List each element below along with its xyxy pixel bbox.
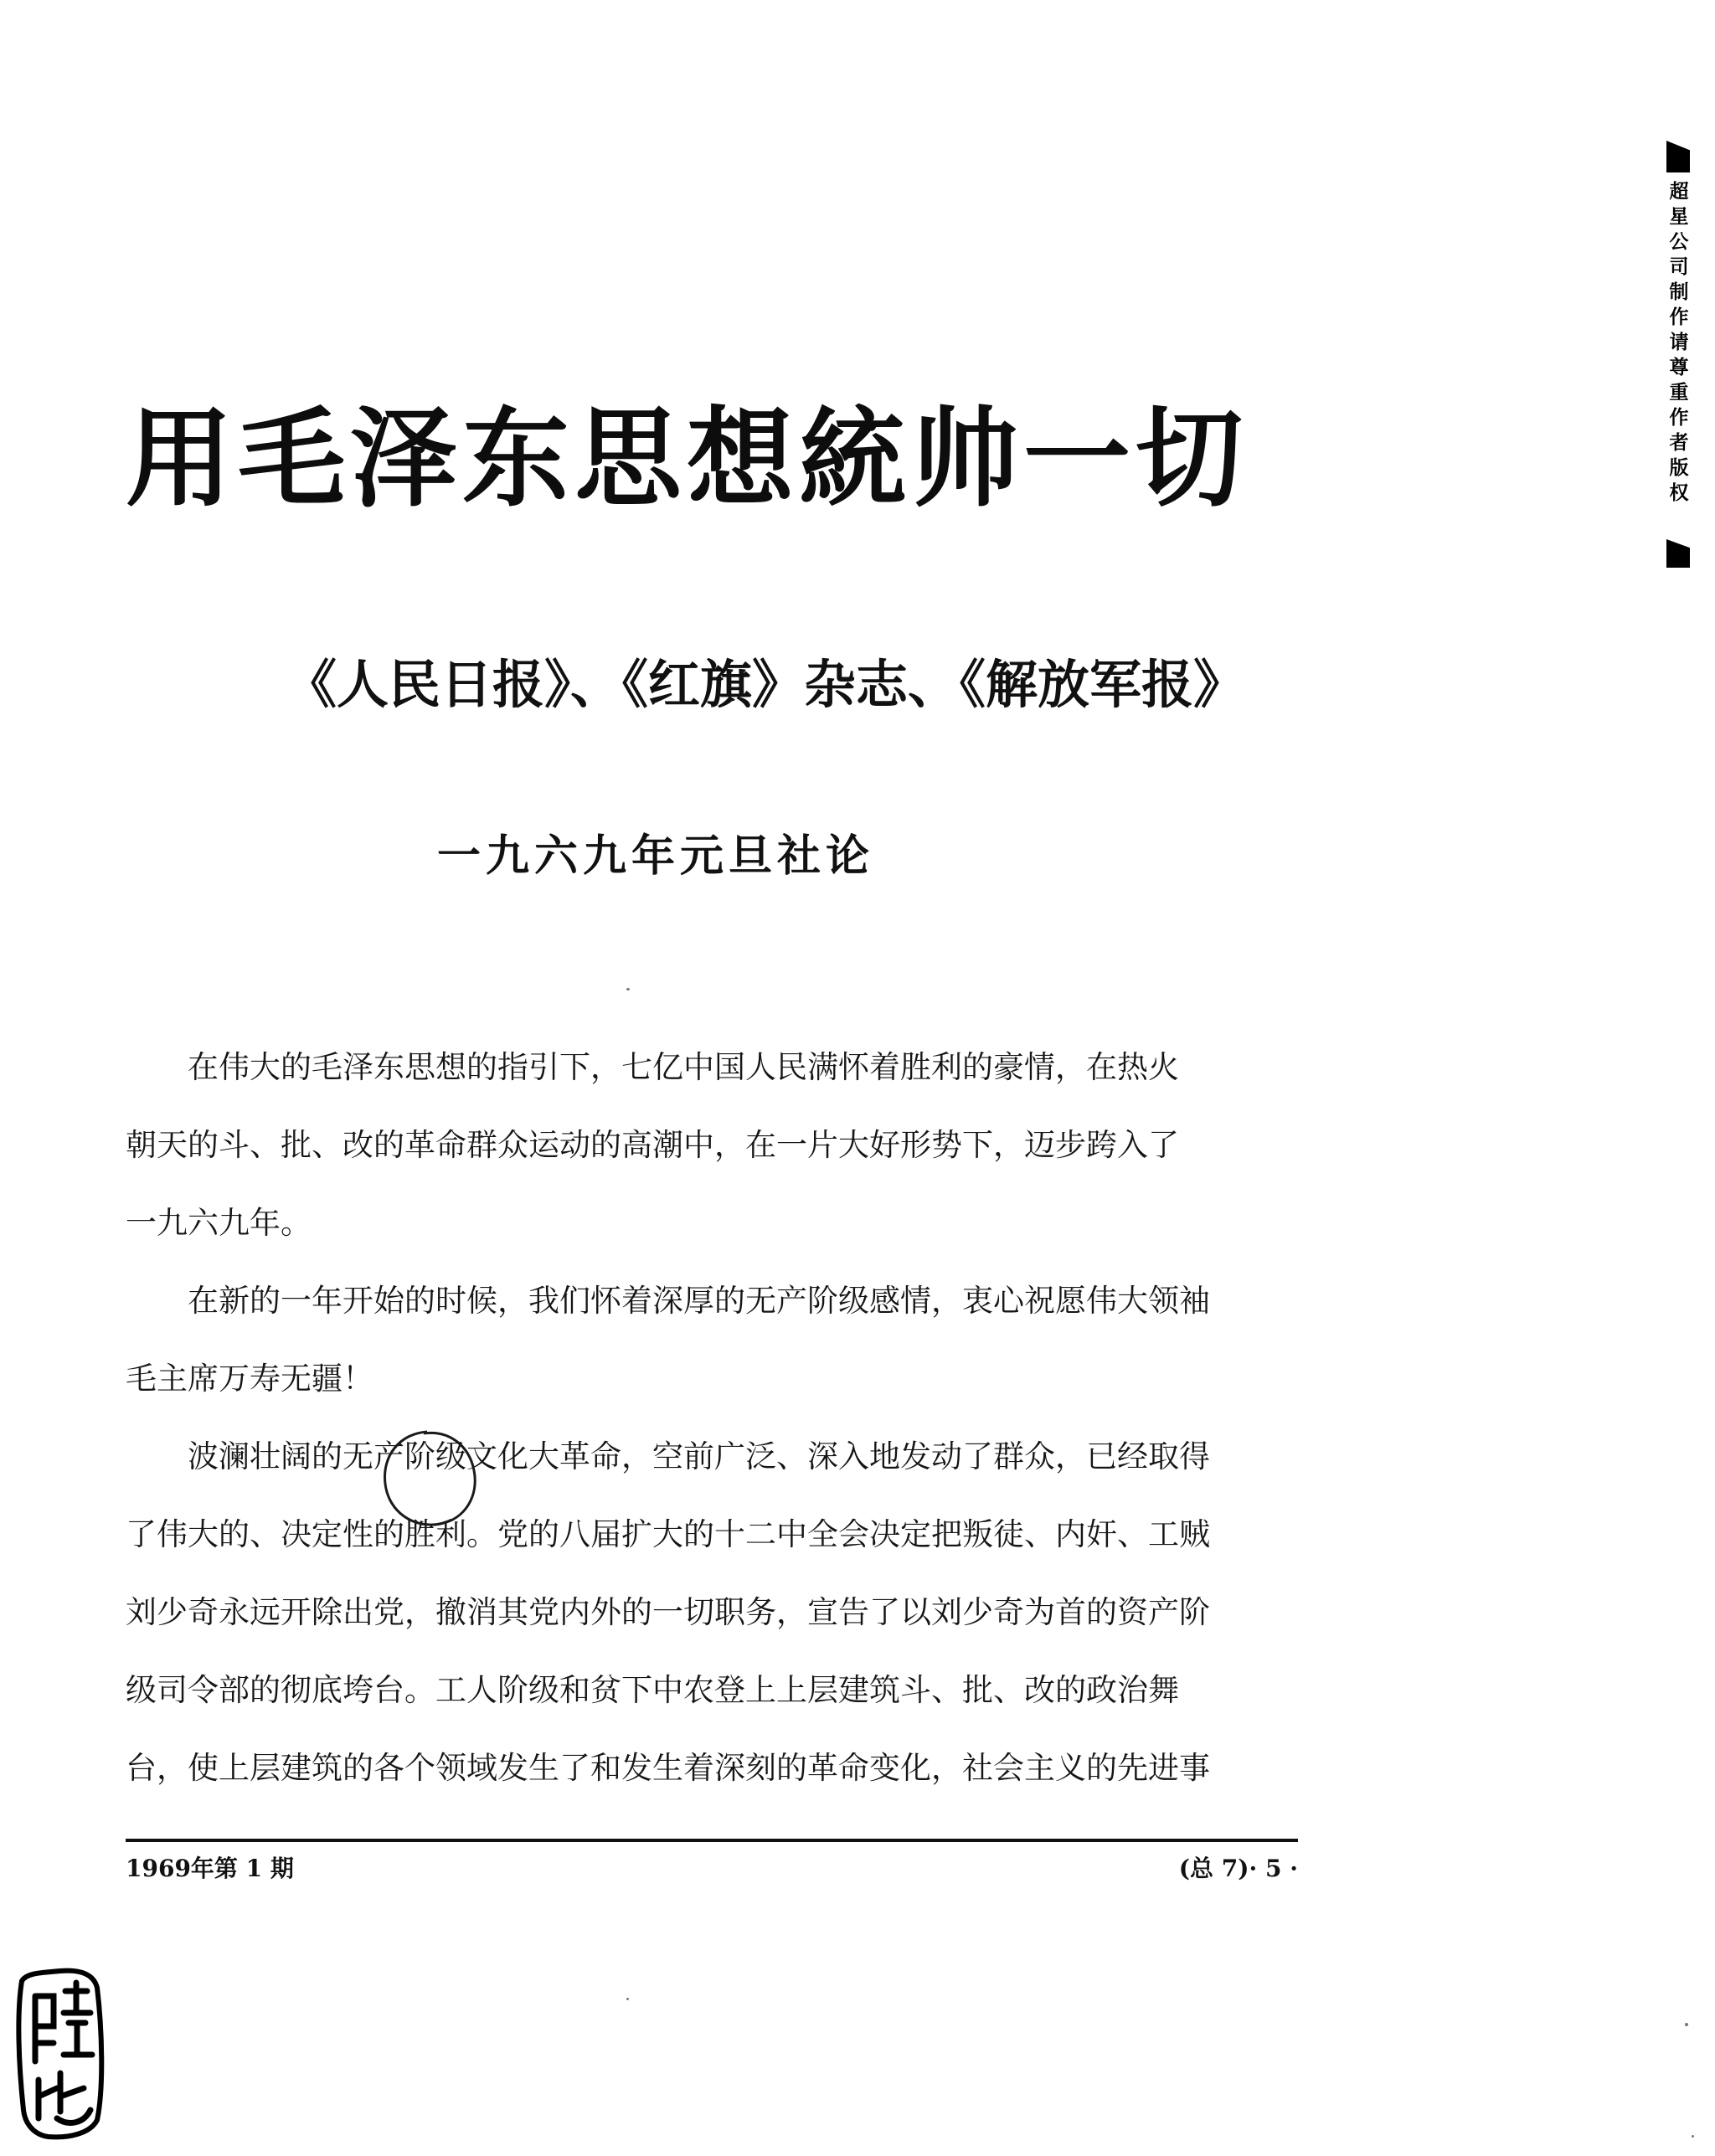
side-watermark-text: 超星公司制作 请尊重作者版权 (1669, 181, 1689, 504)
body-line: 在伟大的毛泽东思想的指引下，七亿中国人民满怀着胜利的豪情，在热火 (188, 1049, 1179, 1085)
article-body (126, 1028, 1298, 1807)
scan-speck (626, 1998, 629, 2000)
side-bar-bottom (1666, 539, 1690, 568)
footer-page-number: (总 7)· 5 · (1178, 1855, 1298, 1882)
side-bar-top (1666, 141, 1690, 172)
seal-stamp-icon (10, 1963, 109, 2142)
scan-speck (1685, 2023, 1688, 2026)
body-line: 在新的一年开始的时候，我们怀着深厚的无产阶级感情，衷心祝愿伟大领袖 (188, 1283, 1210, 1319)
scan-speck (626, 988, 630, 991)
article-byline: 《人民日报》、《红旗》杂志、《解放军报》 (285, 654, 1246, 715)
side-watermark-strip (1666, 141, 1695, 568)
body-line: 一九六九年。 (126, 1205, 312, 1241)
footer-rule (126, 1839, 1298, 1842)
body-line: 台，使上层建筑的各个领域发生了和发生着深刻的革命变化，社会主义的先进事 (126, 1750, 1210, 1786)
paragraph-3 (126, 1418, 1298, 1807)
body-line: 级司令部的彻底垮台。工人阶级和贫下中农登上上层建筑斗、批、改的政治舞 (126, 1672, 1179, 1708)
paragraph-2 (126, 1262, 1298, 1418)
article-title: 用毛泽东思想統帅一切 (126, 396, 1249, 522)
body-line: 朝天的斗、批、改的革命群众运动的高潮中，在一片大好形势下，迈步跨入了 (126, 1127, 1179, 1163)
body-line: 毛主席万寿无疆！ (126, 1361, 373, 1397)
scan-speck (1692, 2135, 1694, 2138)
pen-circle-mark (375, 1425, 484, 1534)
body-line: 刘少奇永远开除出党，撤消其党内外的一切职务，宣告了以刘少奇为首的资产阶 (126, 1594, 1210, 1630)
article-subtitle: 一九六九年元旦社论 (437, 831, 875, 882)
footer-issue: 1969年第 1 期 (126, 1855, 294, 1882)
body-line: 波澜壮阔的无产阶级文化大革命，空前广泛、深入地发动了群众，已经取得 (188, 1438, 1210, 1474)
paragraph-1 (126, 1028, 1298, 1262)
body-line: 了伟大的、决定性的胜利。党的八届扩大的十二中全会决定把叛徒、内奸、工贼 (126, 1516, 1210, 1552)
